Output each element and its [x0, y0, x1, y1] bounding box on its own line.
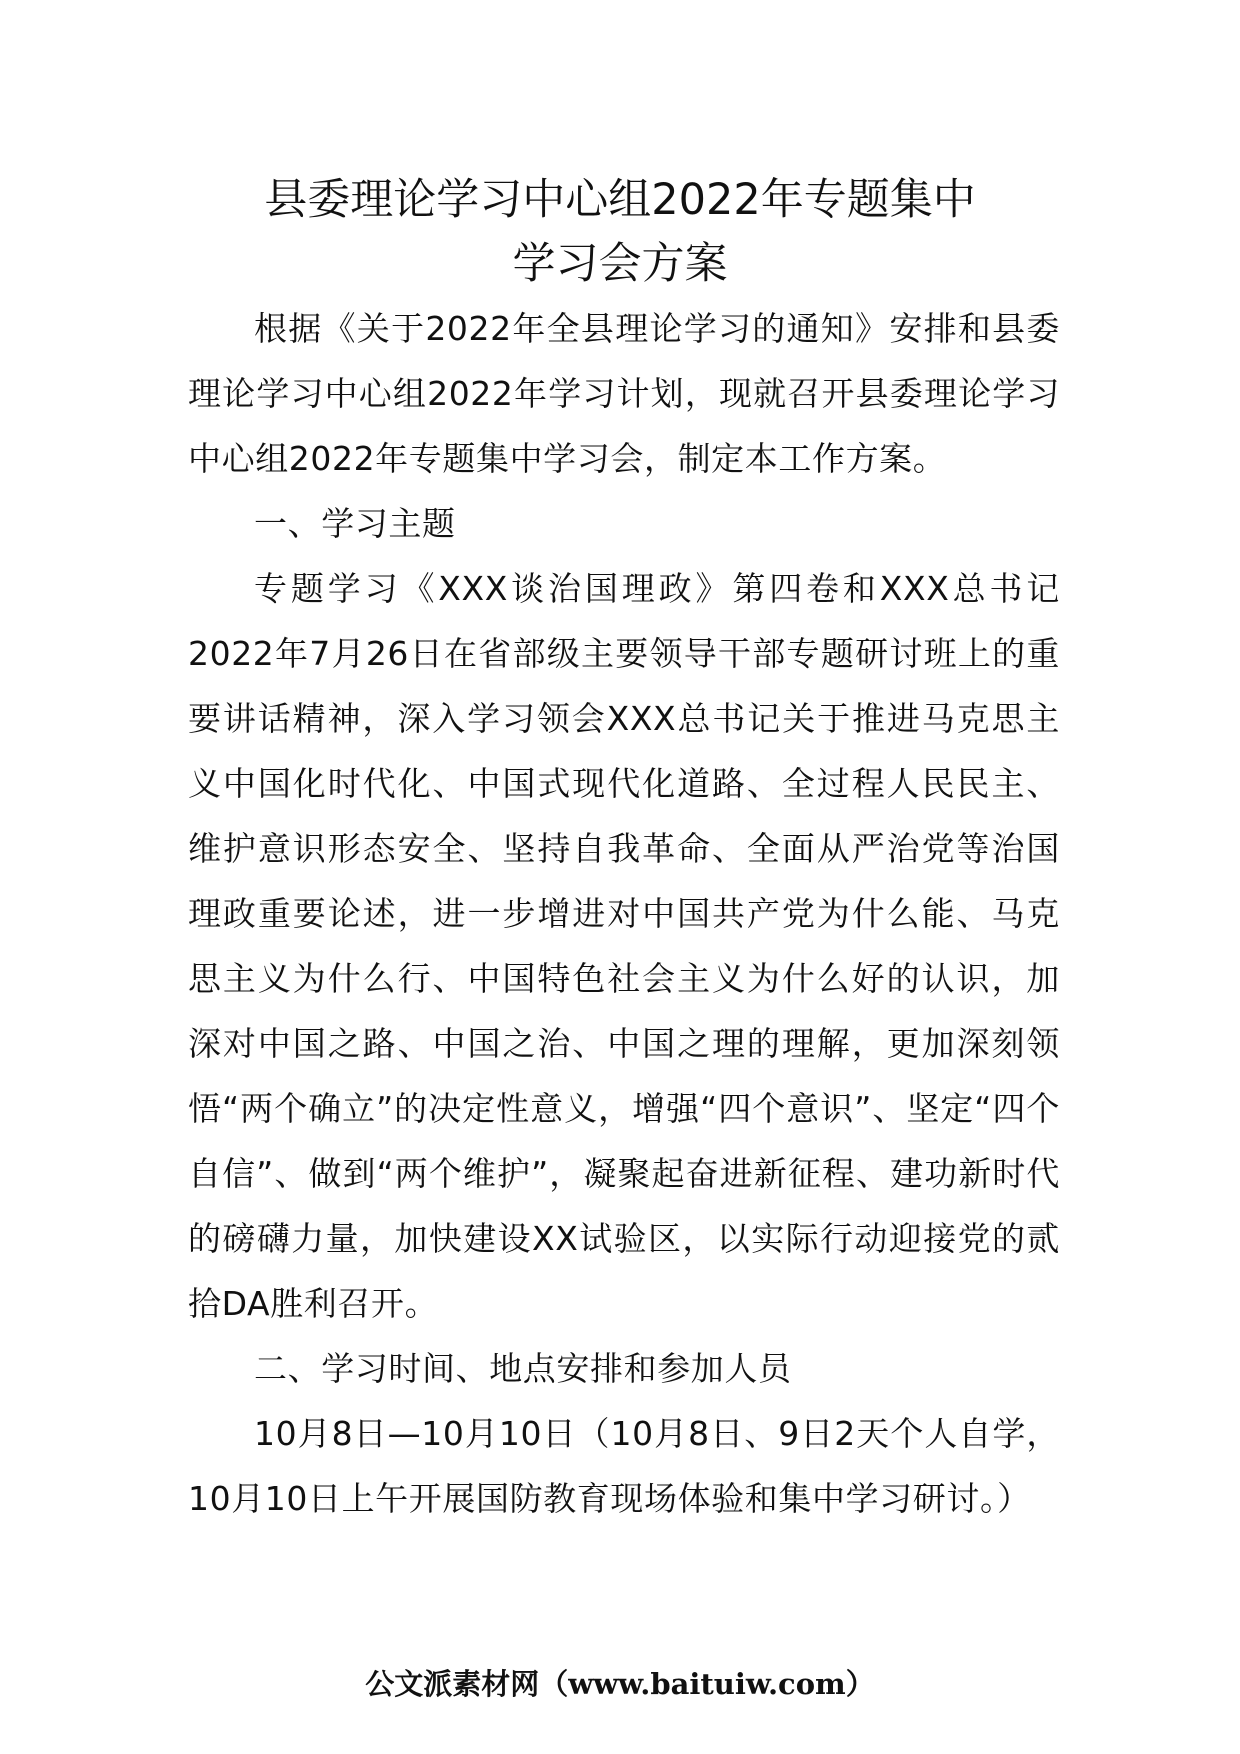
time-place-paragraph: 10月8日—10月10日（10月8日、9日2天个人自学，10月10日上午开展国防教育现场体验和集中学习研讨。）	[188, 1414, 1060, 1518]
section-heading-study-theme: 一、学习主题	[254, 504, 456, 543]
document-body	[188, 296, 1060, 1531]
document-title-line-1: 县委理论学习中心组2022年专题集中	[264, 175, 976, 225]
intro-paragraph: 根据《关于2022年全县理论学习的通知》安排和县委理论学习中心组2022年学习计划，现就召开县委理论学习中心组2022年专题集中学习会，制定本工作方案。	[188, 309, 1060, 478]
document-title-line-2: 学习会方案	[512, 239, 728, 289]
section-heading-time-place: 二、学习时间、地点安排和参加人员	[254, 1349, 792, 1388]
source-watermark-footer: 公文派素材网（www.baituiw.com）	[365, 1667, 875, 1701]
study-theme-paragraph: 专题学习《XXX谈治国理政》第四卷和XXX总书记2022年7月26日在省部级主要领导干部专题研讨班上的重要讲话精神，深入学习领会XXX总书记关于推进马克思主义中国化时代化、中国式现代化道路、全过程人民民主、维护意识形态安全、坚持自我革命、全面从严治党等治国理政重要论述，进一步增进对中国共产党为什么能、马克思主义为什么行、中国特色社会主义为什么好的认识，加深对中国之路、中国之治、中国之理的理解，更加深刻领悟“两个确立”的决定性意义，增强“四个意识”、坚定“四个自信”、做到“两个维护”，凝聚起奋进新征程、建功新时代的磅礴力量，加快建设XX试验区，以实际行动迎接党的贰拾DA胜利召开。	[188, 569, 1060, 1323]
